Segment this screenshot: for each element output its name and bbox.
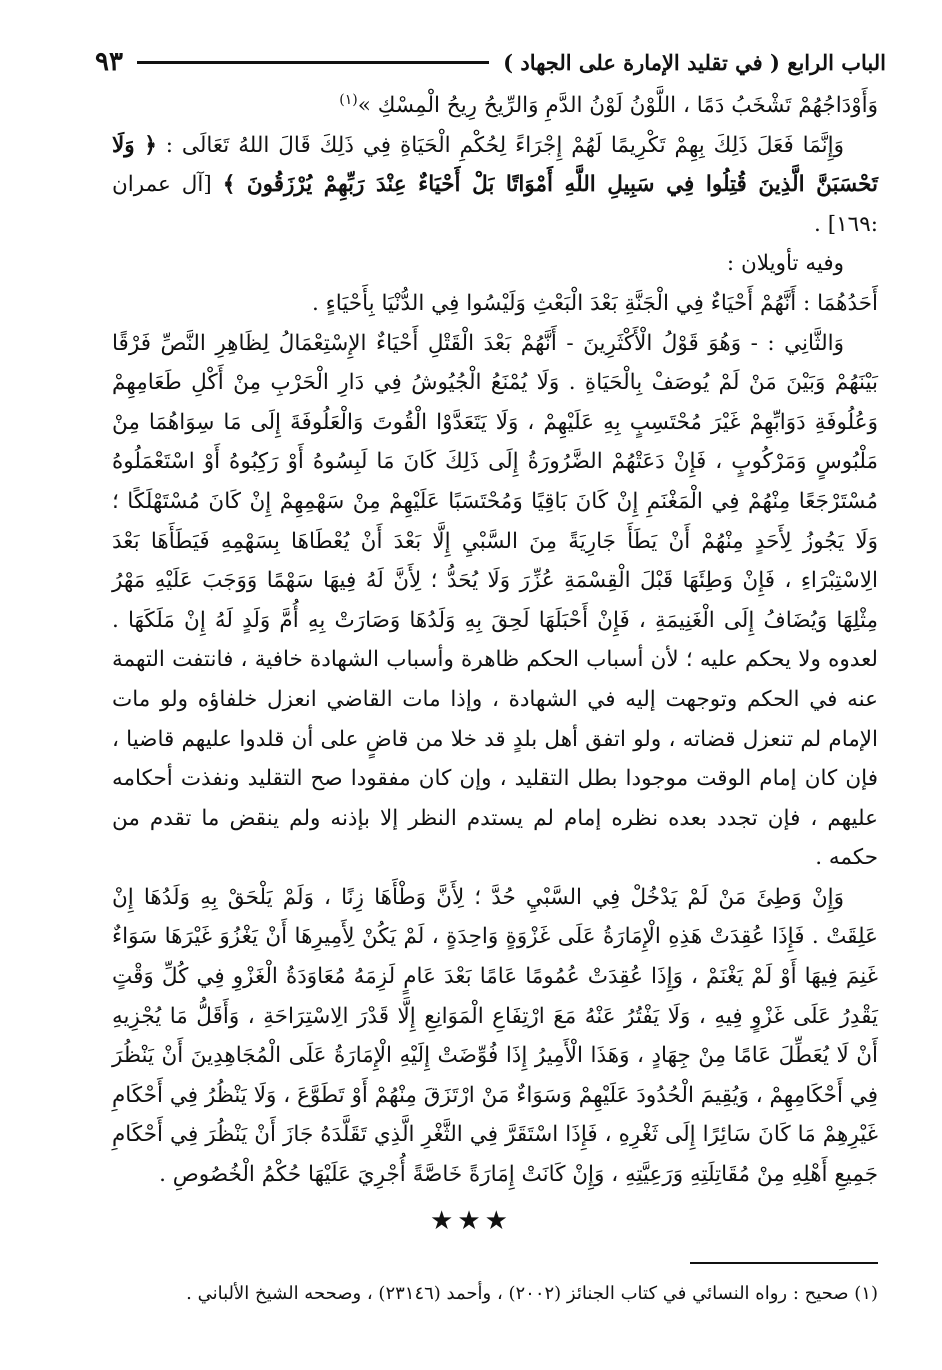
section-separator: ★★★ <box>430 1206 512 1236</box>
paragraph-1 <box>112 86 878 126</box>
paragraph-2-text: وَإِنَّمَا فَعَلَ ذَلِكَ بِهِمْ تَكْرِيمًا لَهُمْ إِجْرَاءً لِحُكْمِ الْحَيَاةِ فِي ذَلِكَ قَالَ اللهُ تَعَالَى : <box>165 132 844 158</box>
page-number: ٩٣ <box>95 47 123 77</box>
paragraph-5: وَالثَّانِي : - وَهُوَ قَوْلُ الْأَكْثَرِينَ - أَنَّهُمْ بَعْدَ الْقَتْلِ أَحْيَاءٌ الإِسْتِعْمَالُ لِظَاهِرِ النَّصِّ فَرْقًا بَيْنَهُمْ وَبَيْنَ مَنْ لَمْ يُوصَفْ بِالْحَيَاةِ . وَلَا يُمْنَعُ الْجُيُوشُ فِي دَارِ الْحَرْبِ مِنْ أَكْلِ طَعَامِهِمْ وَعُلُوفَةِ دَوَابِّهِمْ غَيْرَ مُحْتَسِبٍ بِهِ عَلَيْهِمْ ، وَلَا يَتَعَدَّوْا الْقُوتَ وَالْعَلُوفَةَ إِلَى مَا سِوَاهُمَا مِنْ مَلْبُوسٍ وَمَرْكُوبٍ ، فَإِنْ دَعَتْهُمْ الضَّرُورَةُ إِلَى ذَلِكَ كَانَ مَا لَبِسُوهُ أَوْ رَكِبُوهُ أَوْ اسْتَعْمَلُوهُ مُسْتَرْجَعًا مِنْهُمْ فِي الْمَغْنَمِ إِنْ كَانَ بَاقِيًا وَمُحْتَسَبًا عَلَيْهِمْ مِنْ سَهْمِهِمْ إِنْ كَانَ مُسْتَهْلَكًا ؛ وَلَا يَجُوزُ لِأَحَدٍ مِنْهُمْ أَنْ يَطَأَ جَارِيَةً مِنَ السَّبْيِ إِلَّا بَعْدَ أَنْ يُعْطَاهَا بِسَهْمِهِ فَيَطَأَهَا بَعْدَ الِاسْتِبْرَاءِ ، فَإِنْ وَطِئَهَا قَبْلَ الْقِسْمَةِ عُزِّرَ وَلَا يُحَدُّ ؛ لِأَنَّ لَهُ فِيهَا سَهْمًا وَوَجَبَ عَلَيْهِ مَهْرُ مِثْلِهَا وَيُضَافُ إِلَى الْغَنِيمَةِ ، فَإِنْ أَحْبَلَهَا لَحِقَ بِهِ وَلَدُهَا وَصَارَتْ بِهِ أُمَّ وَلَدٍ لَهُ إِنْ مَلَكَهَا . لعدوه ولا يحكم عليه ؛ لأن أسباب الحكم ظاهرة وأسباب الشهادة خافية ، فانتفت التهمة عنه في الحكم وتوجهت إليه في الشهادة ، وإذا مات القاضي انعزل خلفاؤه ولو مات الإمام لم تنعزل قضاته ، ولو اتفق أهل بلدٍ قد خلا من قاضٍ على أن قلدوا عليهم قاضيا ، فإن كان إمام الوقت موجودا بطل التقليد ، وإن كان مفقودا صح التقليد ونفذت أحكامه عليهم ، فإن تجدد بعده نظره إمام لم يستدم النظر إلا بإذنه ولم ينقض ما تقدم من حكمه . <box>112 330 878 871</box>
running-title: الباب الرابع ( في تقليد الإمارة على الجهاد ) <box>503 49 886 75</box>
paragraph-2 <box>112 126 878 245</box>
quran-verse: ﴿ وَلَا تَحْسَبَنَّ الَّذِينَ قُتِلُوا فِي سَبِيلِ اللَّهِ أَمْوَاتًا بَلْ أَحْيَاءٌ عِنْدَ رَبِّهِمْ يُرْزَقُونَ ﴾ <box>112 132 878 198</box>
footnote: (١) صحيح : رواه النسائي في كتاب الجنائز (٢٠٠٢) ، وأحمد (٢٣١٤٦) ، وصححه الشيخ الألباني . <box>186 1283 878 1304</box>
footnote-rule <box>690 1262 878 1264</box>
paragraph-6: وَإِنْ وَطِئَ مَنْ لَمْ يَدْخُلْ فِي السَّبْيِ حُدَّ ؛ لِأَنَّ وَطْأَهَا زِنًا ، وَلَمْ يَلْحَقْ بِهِ وَلَدُهَا إِنْ عَلِقَتْ . فَإِذَا عُقِدَتْ هَذِهِ الْإِمَارَةُ عَلَى غَزْوَةٍ وَاحِدَةٍ ، لَمْ يَكُنْ لِأَمِيرِهَا أَنْ يَغْزُوَ غَيْرَهَا سَوَاءٌ غَنِمَ فِيهَا أَوْ لَمْ يَغْنَمْ ، وَإِذَا عُقِدَتْ عُمُومًا عَامًا بَعْدَ عَامٍ لَزِمَهُ مُعَاوَدَةُ الْغَزْوِ فِي كُلِّ وَقْتٍ يَقْدِرُ عَلَى غَزْوٍ فِيهِ ، وَلَا يَفْتُرُ عَنْهُ مَعَ ارْتِفَاعِ الْمَوَانِعِ إِلَّا قَدْرَ الِاسْتِرَاحَةِ ، وَأَقَلُّ مَا يُجْزِيهِ أَنْ لَا يُعَطِّلَ عَامًا مِنْ جِهَادٍ ، وَهَذَا الْأَمِيرُ إِذَا فُوِّضَتْ إِلَيْهِ الْإِمَارَةُ عَلَى الْمُجَاهِدِينَ أَنْ يَنْظُرَ فِي أَحْكَامِهِمْ ، وَيُقِيمَ الْحُدُودَ عَلَيْهِمْ وَسَوَاءٌ مَنْ ارْتَزَقَ مِنْهُمْ أَوْ تَطَوَّعَ ، وَلَا يَنْظُرُ فِي أَحْكَامِ غَيْرِهِمْ مَا كَانَ سَائِرًا إِلَى ثَغْرِهِ ، فَإِذَا اسْتَقَرَّ فِي الثَّغْرِ الَّذِي تَقَلَّدَهُ جَازَ أَنْ يَنْظُرَ فِي أَحْكَامِ جَمِيعِ أَهْلِهِ مِنْ مُقَاتِلَتِهِ وَرَعِيَّتِهِ ، وَإِنْ كَانَتْ إِمَارَةً خَاصَّةً أُجْرِيَ عَلَيْهَا حُكْمُ الْخُصُوصِ . <box>112 884 878 1188</box>
verse-reference: [آل عمران :١٦٩] . <box>112 172 878 237</box>
footnote-marker: (١) <box>339 91 358 108</box>
paragraph-4: أَحَدُهُمَا : أَنَّهُمْ أَحْيَاءٌ فِي الْجَنَّةِ بَعْدَ الْبَعْثِ وَلَيْسُوا فِي الدُّنْيَا بِأَحْيَاءٍ . <box>312 290 878 316</box>
hadith-ending: وَأَوْدَاجُهُمْ تَشْخَبُ دَمًا ، اللَّوْنُ لَوْنُ الدَّمِ وَالرِّيحُ رِيحُ الْمِسْكِ » <box>357 93 878 118</box>
main-text <box>112 86 878 1195</box>
paragraph-3: وفيه تأويلان : <box>726 251 844 277</box>
page-header <box>95 44 886 80</box>
header-rule <box>137 61 489 64</box>
